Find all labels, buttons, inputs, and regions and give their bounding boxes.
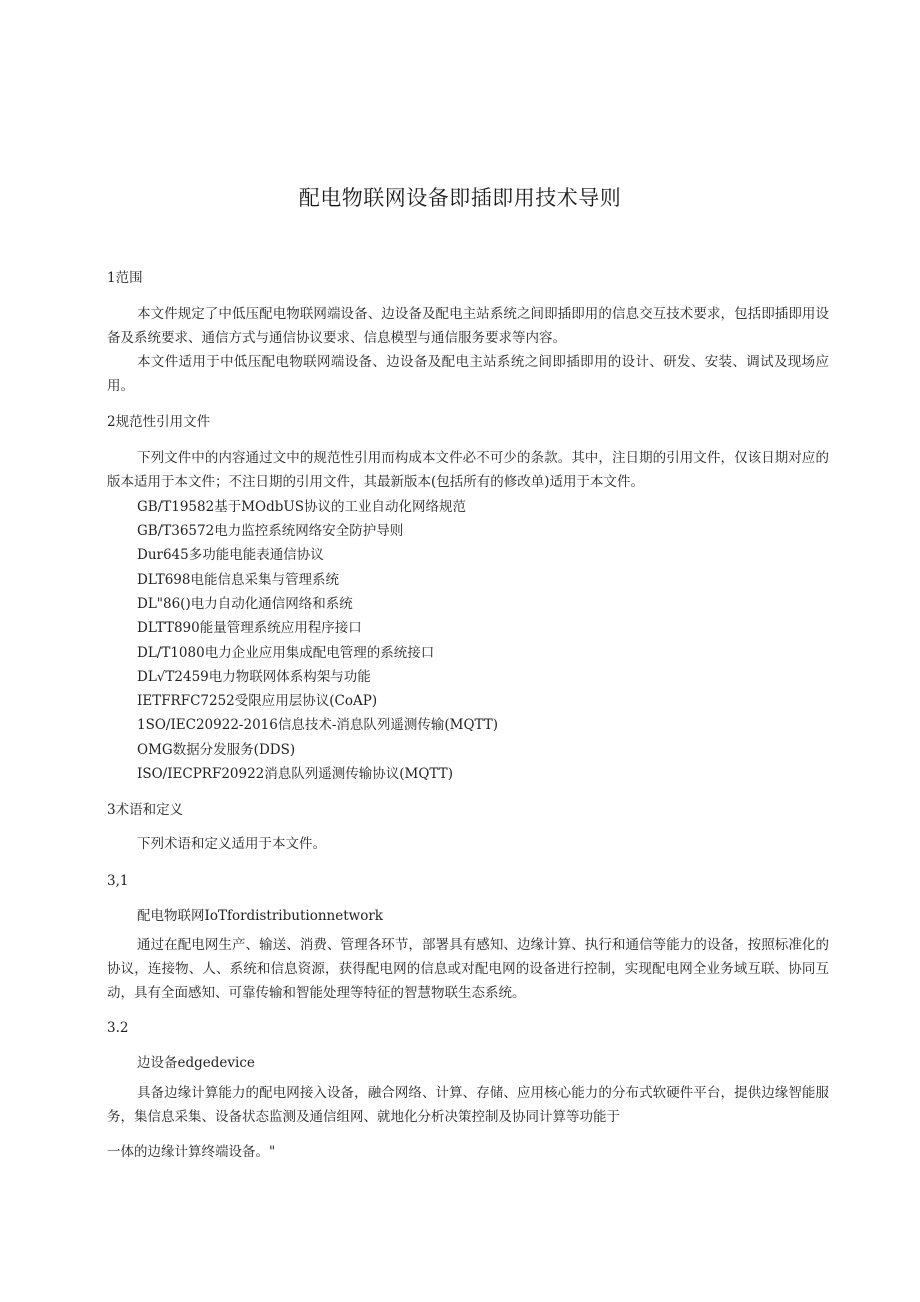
section-2-paragraph-1: 下列文件中的内容通过文中的规范性引用而构成本文件必不可少的条款。其中，注日期的引用文件，仅该日期对应的版本适用于本文件；不注日期的引用文件，其最新版本(包括所有的修改单)适用于本文件。 [107,450,829,490]
reference-item: DL"86()电力自动化通信网络和系统 [137,596,353,612]
reference-item: IETFRFC7252受限应用层协议(CoAP) [137,693,378,709]
document-title: 配电物联网设备即插即用技术导则 [298,186,622,210]
reference-item: OMG数据分发服务(DDS) [137,742,296,758]
section-3-paragraph-1: 下列术语和定义适用于本文件。 [137,836,326,852]
term-name: 配电物联网IoTfordistributionnetwork [137,908,383,924]
reference-item: DLT698电能信息采集与管理系统 [137,572,339,588]
term-number: 3,1 [107,873,129,889]
reference-item: DL/T1080电力企业应用集成配电管理的系统接口 [137,645,435,661]
section-1-paragraph-1: 本文件规定了中低压配电物联网端设备、边设备及配电主站系统之间即插即用的信息交互技术要求，包括即插即用设备及系统要求、通信方式与通信协议要求、信息模型与通信服务要求等内容。 [107,306,829,346]
term-name: 边设备edgedevice [137,1055,255,1071]
section-3-heading: 3术语和定义 [107,802,184,818]
section-1-paragraph-2: 本文件适用于中低压配电物联网端设备、边设备及配电主站系统之间即插即用的设计、研发、安装、调试及现场应用。 [107,354,829,394]
term-definition-continuation: 一体的边缘计算终端设备。" [107,1144,276,1160]
reference-item: ISO/IECPRF20922消息队列遥测传输协议(MQTT) [137,766,453,782]
reference-item: GB/T36572电力监控系统网络安全防护导则 [137,523,404,539]
term-definition: 具备边缘计算能力的配电网接入设备，融合网络、计算、存储、应用核心能力的分布式软硬件平台，提供边缘智能服务，集信息采集、设备状态监测及通信组网、就地化分析决策控制及协同计算等功能于 [107,1085,829,1125]
reference-item: DL√T2459电力物联网体系构架与功能 [137,669,371,685]
reference-item: DLTT890能量管理系统应用程序接口 [137,620,362,636]
section-1-heading: 1范围 [107,270,143,286]
section-2-heading: 2规范性引用文件 [107,414,211,430]
term-definition: 通过在配电网生产、输送、消费、管理各环节，部署具有感知、边缘计算、执行和通信等能力的设备，按照标准化的协议，连接物、人、系统和信息资源，获得配电网的信息或对配电网的设备进行控制，实现配电网全业务域互联、协同互动，具有全面感知、可靠传输和智能处理等特征的智慧物联生态系统。 [107,937,829,1001]
reference-item: Dur645多功能电能表通信协议 [137,547,324,563]
term-number: 3.2 [107,1020,129,1036]
reference-item: 1SO/IEC20922-2016信息技术-消息队列遥测传输(MQTT) [137,717,499,733]
reference-item: GB/T19582基于MOdbUS协议的工业自动化网络规范 [137,499,467,515]
